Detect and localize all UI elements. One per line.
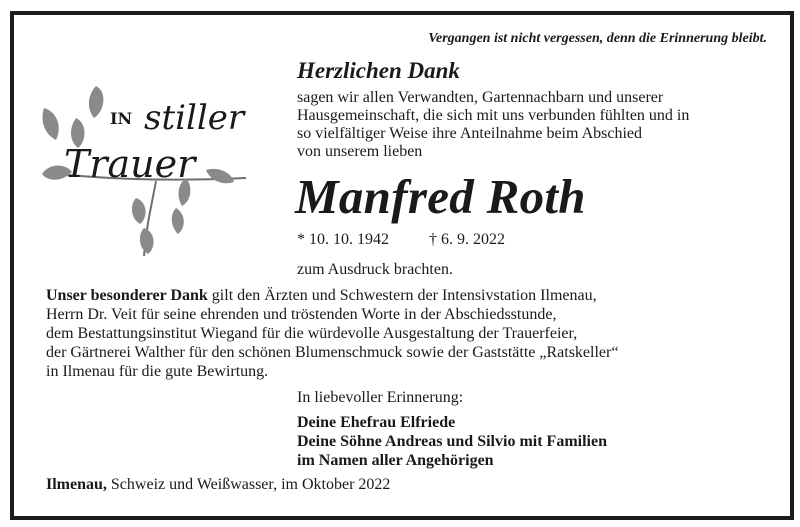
expression-text: zum Ausdruck brachten. — [297, 261, 453, 278]
intro-line: von unserem lieben — [297, 143, 423, 160]
place-town: Ilmenau, — [46, 476, 107, 493]
deceased-name: Manfred Roth — [295, 169, 586, 224]
special-thanks-line — [46, 286, 618, 305]
special-thanks-line: Herrn Dr. Veit für seine ehrenden und tröstenden Worte in der Abschiedsstunde, — [46, 306, 557, 323]
memory-text: In liebevoller Erinnerung: — [297, 389, 464, 406]
birth-date: * 10. 10. 1942 — [297, 231, 389, 248]
logo-in-text: IN — [110, 109, 133, 128]
death-date: † 6. 9. 2022 — [429, 231, 505, 248]
family-line: Deine Ehefrau Elfriede — [297, 414, 456, 431]
thanks-title: Herzlichen Dank — [297, 58, 460, 83]
place-date — [46, 476, 390, 494]
special-thanks-line: in Ilmenau für die gute Bewirtung. — [46, 363, 269, 380]
special-thanks — [46, 286, 618, 381]
special-thanks-line: der Gärtnerei Walther für den schönen Blumenschmuck sowie der Gaststätte „Ratskeller“ — [46, 344, 619, 361]
life-dates — [297, 231, 505, 249]
family-line: Deine Söhne Andreas und Silvio mit Familien — [297, 433, 607, 450]
motto: Vergangen ist nicht vergessen, denn die Erinnerung bleibt. — [428, 31, 767, 46]
family-signatures — [297, 413, 607, 470]
family-line: im Namen aller Angehörigen — [297, 452, 494, 469]
special-thanks-line: dem Bestattungsinstitut Wiegand für die würdevolle Ausgestaltung der Trauerfeier, — [46, 325, 578, 342]
intro-text — [297, 89, 689, 161]
special-thanks-lead: Unser besonderer Dank — [46, 287, 208, 304]
intro-line: so vielfältiger Weise ihre Anteilnahme beim Abschied — [297, 125, 642, 142]
in-stiller-trauer-logo — [36, 78, 254, 258]
logo-stiller-text: stiller — [144, 98, 245, 138]
intro-line: sagen wir allen Verwandten, Gartennachbarn und unserer — [297, 89, 664, 106]
special-thanks-line1: gilt den Ärzten und Schwestern der Intensivstation Ilmenau, — [207, 287, 597, 304]
place-rest: Schweiz und Weißwasser, im Oktober 2022 — [106, 476, 391, 493]
logo-trauer-text: Trauer — [64, 142, 196, 186]
intro-line: Hausgemeinschaft, die sich mit uns verbunden fühlten und in — [297, 107, 690, 124]
